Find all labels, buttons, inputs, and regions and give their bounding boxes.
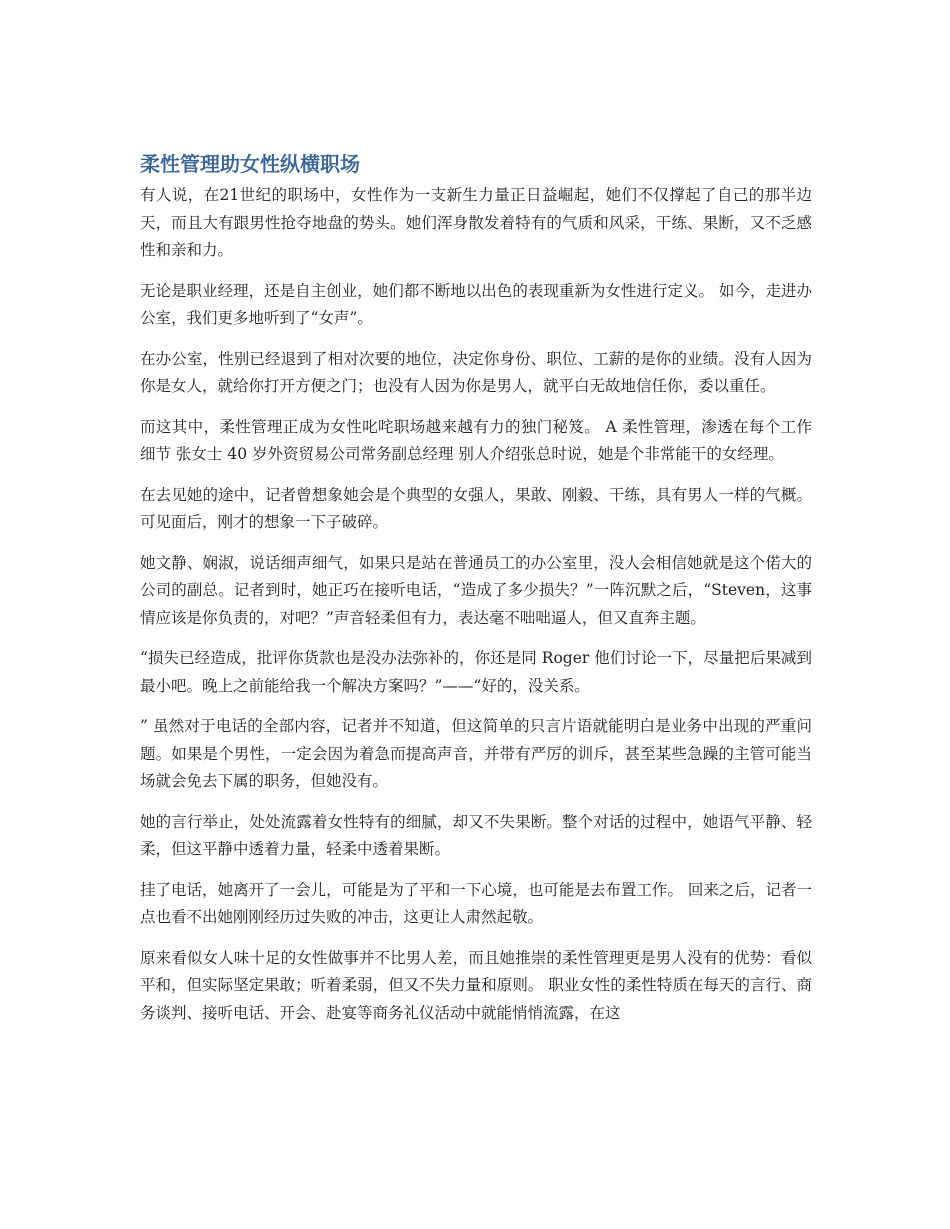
paragraph: ” 虽然对于电话的全部内容，记者并不知道，但这简单的只言片语就能明白是业务中出现的严重问题。如果是个男性，一定会因为着急而提高声音，并带有严厉的训斥，甚至某些急躁的主管可能当场就会免去下属的职务，但她没有。 <box>140 717 812 790</box>
paragraph: 挂了电话，她离开了一会儿，可能是为了平和一下心境，也可能是去布置工作。 回来之后，记者一点也看不出她刚刚经历过失败的冲击，这更让人肃然起敬。 <box>140 880 812 926</box>
paragraph: 在办公室，性别已经退到了相对次要的地位，决定你身份、职位、工薪的是你的业绩。没有人因为你是女人，就给你打开方便之门；也没有人因为你是男人，就平白无故地信任你，委以重任。 <box>140 349 812 395</box>
document-title: 柔性管理助女性纵横职场 <box>140 152 360 176</box>
paragraph: 而这其中，柔性管理正成为女性叱咤职场越来越有力的独门秘笈。 A 柔性管理，渗透在每个工作细节 张女士 40 岁外资贸易公司常务副总经理 别人介绍张总时说，她是个非常能干的女经理。 <box>140 417 812 463</box>
paragraph: 她文静、娴淑，说话细声细气，如果只是站在普通员工的办公室里，没人会相信她就是这个偌大的公司的副总。记者到时，她正巧在接听电话，“造成了多少损失？”一阵沉默之后，“Steven，这事情应该是你负责的，对吧？”声音轻柔但有力，表达毫不咄咄逼人，但又直奔主题。 <box>140 553 812 627</box>
document-page <box>140 150 812 1040</box>
paragraph: “损失已经造成，批评你货款也是没办法弥补的，你还是同 Roger 他们讨论一下，尽量把后果减到最小吧。晚上之前能给我一个解决方案吗？”——“好的，没关系。 <box>140 649 812 695</box>
paragraph: 有人说，在21世纪的职场中，女性作为一支新生力量正日益崛起，她们不仅撑起了自己的那半边天，而且大有跟男性抢夺地盘的势头。她们浑身散发着特有的气质和风采，干练、果断，又不乏感性和亲和力。 <box>140 186 812 259</box>
paragraph: 无论是职业经理，还是自主创业，她们都不断地以出色的表现重新为女性进行定义。 如今，走进办公室，我们更多地听到了“女声”。 <box>140 281 812 327</box>
paragraph: 原来看似女人味十足的女性做事并不比男人差，而且她推崇的柔性管理更是男人没有的优势：看似平和，但实际坚定果敢；听着柔弱，但又不失力量和原则。 职业女性的柔性特质在每天的言行、商务谈判、接听电话、开会、赴宴等商务礼仪活动中就能悄悄流露，在这 <box>140 948 812 1022</box>
paragraph: 在去见她的途中，记者曾想象她会是个典型的女强人，果敢、刚毅、干练，具有男人一样的气概。可见面后，刚才的想象一下子破碎。 <box>140 485 812 531</box>
paragraph: 她的言行举止，处处流露着女性特有的细腻，却又不失果断。整个对话的过程中，她语气平静、轻柔，但这平静中透着力量，轻柔中透着果断。 <box>140 812 812 858</box>
